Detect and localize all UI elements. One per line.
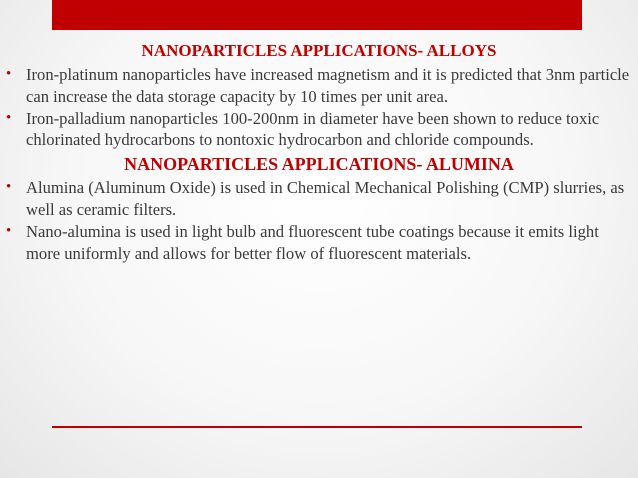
top-accent-bar [52,0,582,30]
bullet-item [6,221,632,265]
section-heading-alloys: NANOPARTICLES APPLICATIONS- ALLOYS [141,41,497,60]
bullet-list-alloys [6,64,632,151]
bullet-item [6,177,632,221]
slide-content [6,40,632,264]
section-heading-alumina: NANOPARTICLES APPLICATIONS- ALUMINA [124,154,514,175]
bullet-text: Iron-palladium nanoparticles 100-200nm in diameter have been shown to reduce toxic chlorinated hydrocarbons to nontoxic hydrocarbon and chloride compounds. [26,108,600,150]
bullet-item [6,64,632,108]
bullet-text: Iron-platinum nanoparticles have increased magnetism and it is predicted that 3nm particle can increase the data storage capacity by 10 times per unit area. [26,65,630,106]
bullet-list-alumina [6,177,632,264]
bullet-icon: • [6,179,12,196]
bullet-icon: • [6,222,12,239]
bullet-icon: • [6,66,12,82]
bullet-text: Nano-alumina is used in light bulb and fluorescent tube coatings because it emits light more uniformly and allows for better flow of fluorescent materials. [26,221,599,263]
bullet-icon: • [6,109,12,126]
bullet-item [6,108,632,152]
bottom-accent-line [52,426,582,428]
bullet-text: Alumina (Aluminum Oxide) is used in Chemical Mechanical Polishing (CMP) slurries, as well as ceramic filters. [26,178,625,219]
